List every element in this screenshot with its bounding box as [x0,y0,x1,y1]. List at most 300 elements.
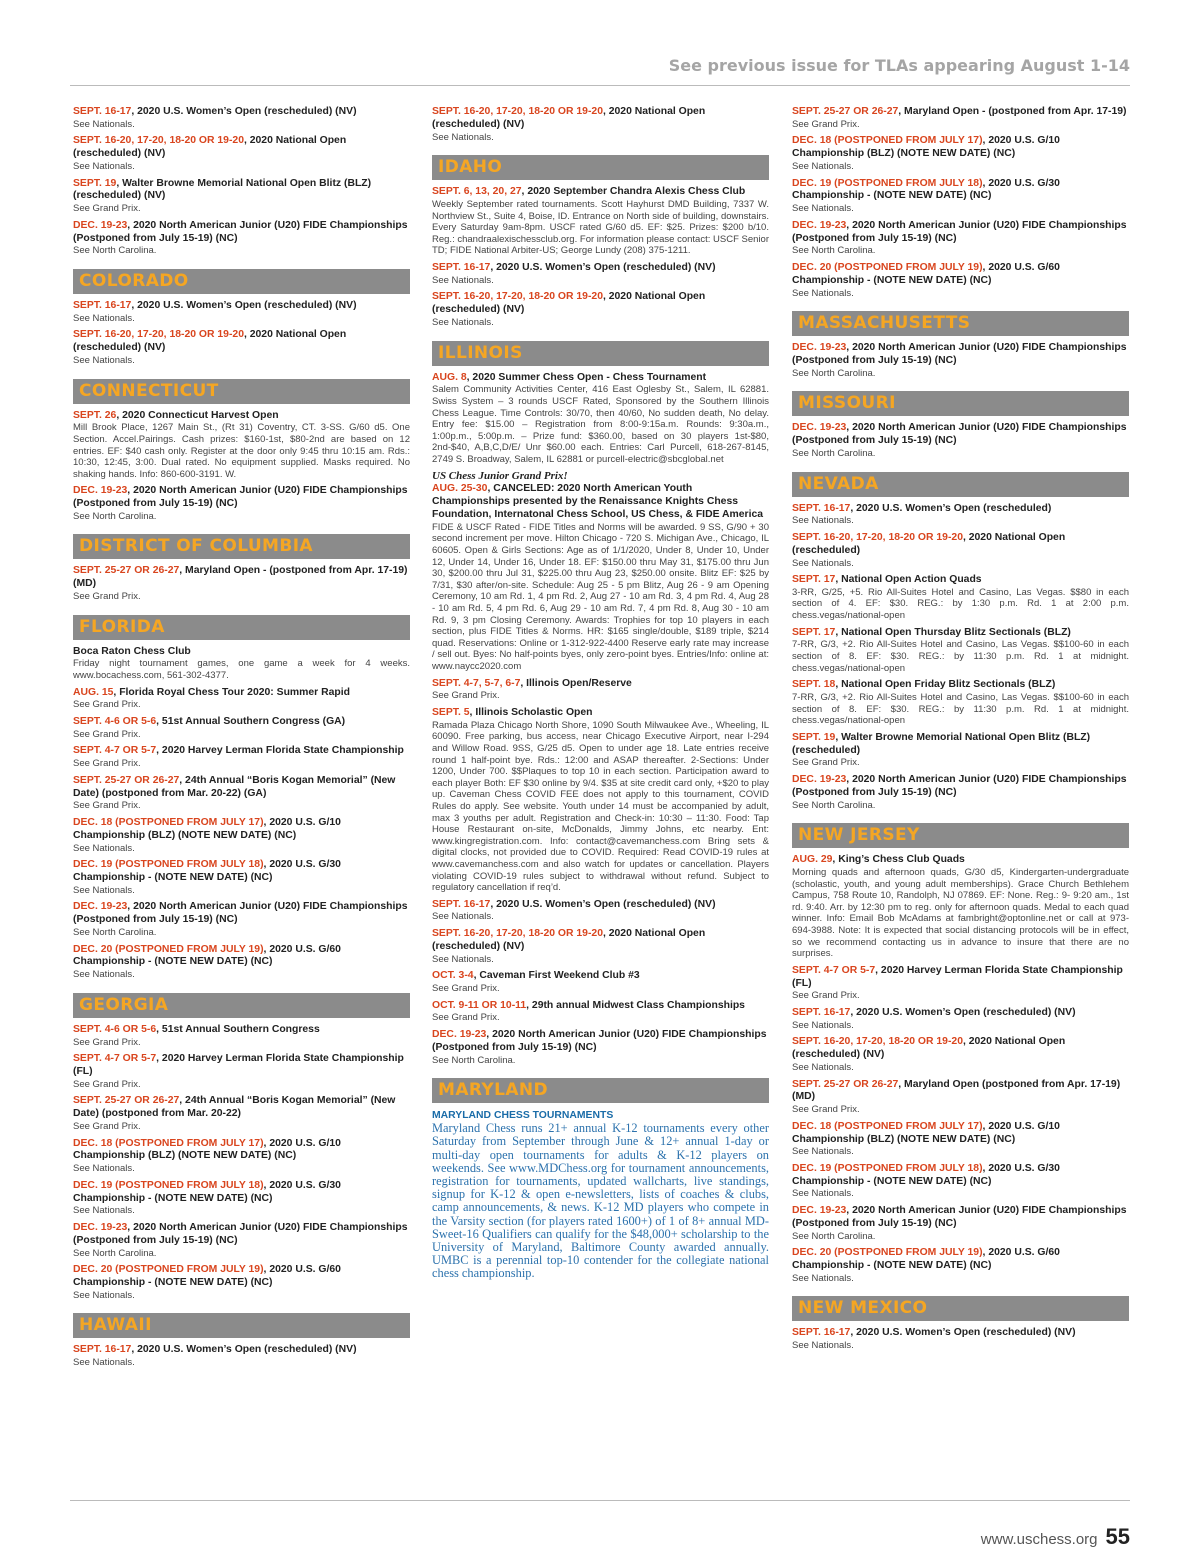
event-title [73,944,410,970]
event-listing [792,774,1129,811]
event-name: , 2020 U.S. Women’s Open (rescheduled) (NV) [850,1006,1076,1018]
event-title [73,485,410,511]
event-listing [792,627,1129,675]
event-name: , 2020 National Open (rescheduled) (NV) [73,329,347,354]
event-title [73,1138,410,1164]
event-date: AUG. 15 [73,686,114,698]
event-listing [432,928,769,965]
event-details: See Nationals. [73,354,135,366]
event-name: , 24th Annual “Boris Kogan Memorial” (New Date) (postponed from Mar. 20-22) (GA) [73,774,396,799]
event-listing [73,1024,410,1048]
event-name: , CANCELED: 2020 North American Youth Championships presented by the Renaissance Knights Chess Foundation, Internatonal Chess School, US Chess, & FIDE America [432,483,764,521]
event-name: , National Open Thursday Blitz Sectionals (BLZ) [835,626,1071,638]
event-details: See North Carolina. [73,926,157,938]
section-header: NEW JERSEY [792,823,1129,848]
event-date: DEC. 18 (POSTPONED FROM JULY 17) [792,1120,983,1132]
section-header: ILLINOIS [432,341,769,366]
event-title [73,1344,410,1357]
event-listing [432,483,769,672]
event-details: See Nationals. [73,1205,135,1217]
event-title [73,1180,410,1206]
event-name: , 2020 North American Junior (U20) FIDE Championships (Postponed from July 15-19) (NC) [792,422,1127,447]
event-name: , National Open Friday Blitz Sectionals (BLZ) [835,679,1056,691]
section-subheading: US Chess Junior Grand Prix! [432,470,568,483]
event-title [432,262,769,275]
event-name: , 2020 North American Junior (U20) FIDE Championships (Postponed from July 15-19) (NC) [73,485,408,510]
event-details: See Grand Prix. [73,758,141,770]
event-name: , 2020 U.S. G/30 Championship - (NOTE NEW DATE) (NC) [73,859,341,883]
event-title [73,817,410,843]
event-name: , Walter Browne Memorial National Open Blitz (BLZ) (rescheduled) (NV) [73,177,372,202]
header-note: See previous issue for TLAs appearing August 1-14 [668,56,1130,75]
event-listing [73,1180,410,1217]
event-details: See Nationals. [73,160,135,172]
event-date: SEPT. 25-27 OR 26-27 [73,1095,180,1107]
event-listing [792,679,1129,727]
event-date: DEC. 18 (POSTPONED FROM JULY 17) [73,817,264,829]
event-details: See North Carolina. [792,245,876,257]
event-name: , 2020 National Open (rescheduled) (NV) [432,106,706,130]
event-title [792,574,1129,587]
event-date: SEPT. 16-20, 17-20, 18-20 OR 19-20 [73,135,244,147]
section-header: GEORGIA [73,993,410,1018]
event-date: DEC. 20 (POSTPONED FROM JULY 19) [73,943,264,955]
event-title [792,1079,1129,1105]
event-listing [792,1163,1129,1200]
event-details: See Grand Prix. [73,699,141,711]
event-details: See North Carolina. [73,245,157,257]
event-details: See Grand Prix. [73,1078,141,1090]
event-title [432,899,769,912]
event-date: SEPT. 17 [792,574,836,586]
event-listing [432,1000,769,1024]
event-listing [792,854,1129,960]
event-date: SEPT. 4-7 OR 5-7 [73,1053,157,1065]
event-listing [73,1222,410,1259]
event-date: DEC. 19 (POSTPONED FROM JULY 18) [792,177,983,189]
event-name: , 2020 U.S. G/30 Championship - (NOTE NEW DATE) (NC) [792,177,1060,202]
event-listing [73,944,410,981]
section-header: COLORADO [73,269,410,294]
event-date: SEPT. 4-7 OR 5-7 [73,745,157,757]
event-name: , 2020 U.S. G/30 Championship - (NOTE NEW DATE) (NC) [73,1179,341,1204]
event-name: , 2020 U.S. G/10 Championship (BLZ) (NOTE NEW DATE) (NC) [73,1137,341,1162]
event-date: DEC. 20 (POSTPONED FROM JULY 19) [792,261,983,273]
event-details: See North Carolina. [432,1054,516,1066]
footer-url: www.uschess.org [980,1531,1098,1548]
event-date: SEPT. 4-7 OR 5-7 [792,964,876,976]
event-details: FIDE & USCF Rated - FIDE Titles and Norms will be awarded. 9 SS, G/90 + 30 second increment per move. Hilton Chicago - 720 S. Michigan Ave., Chicago, IL 60605. Open & Girls Sections: Age as of 1/1/2020, Under 8, Under 10, Under 12, Under 14, Under 16, Under 18. EF: $150.00 thru May 31, $175.00 thru Jun 30, $200.00 thru Jul 31, $225.00 thru Aug 23, $250.00 onsite. Blitz EF: $25 by 7/31, $30 after/on-site. Schedule: Aug 25 - 5 pm Blitz, Aug 26 - 9 am Opening Ceremony, 10 am Rd. 1, 4 pm Rd. 2, Aug 27 - 10 am Rd. 3, 4 pm Rd. 4, Aug 28 - 10 am Rd. 5, 4 pm Rd. 6, Aug 29 - 10 am Rd. 7, 4 pm Rd. 8, Aug 30 - 10 am Rd. 9, 3 pm Closing Ceremony. Awards: Trophies for top 10 players in each section, plus FIDE Titles & Norms. HR: $165 single/double, $189 triple, $214 quad. Reservations: Online or 1-312-922-4400 Reserve early rate may increase / sell out. Byes: No half-points byes, only zero-point byes. Entries/Info: online at: www.naycc2020.com [432,521,769,672]
event-title [792,732,1129,758]
event-title [792,1163,1129,1189]
event-title [73,1024,410,1037]
event-listing [73,485,410,522]
event-name: , 2020 U.S. G/30 Championship - (NOTE NEW DATE) (NC) [792,1162,1060,1187]
event-date: SEPT. 25-27 OR 26-27 [792,1078,899,1090]
event-listing [73,1095,410,1132]
event-listing [73,646,410,682]
event-listing [792,1205,1129,1242]
event-name: , Maryland Open (postponed from Apr. 17-19) (MD) [792,1078,1121,1103]
event-name: , Maryland Open - (postponed from Apr. 17-19) [898,106,1127,117]
event-name: , 2020 U.S. G/60 Championship - (NOTE NEW DATE) (NC) [792,261,1060,286]
section-header: NEVADA [792,472,1129,497]
event-name: , 2020 Harvey Lerman Florida State Championship (FL) [73,1053,404,1077]
event-details: See Grand Prix. [73,1120,141,1132]
event-details: See Nationals. [792,1146,854,1158]
header-divider [70,85,1130,86]
event-listing [792,422,1129,459]
event-details: See Grand Prix. [792,757,860,769]
event-date: SEPT. 25-27 OR 26-27 [73,774,180,786]
event-title [73,646,410,659]
event-date: SEPT. 16-20, 17-20, 18-20 OR 19-20 [432,106,603,117]
event-listing [792,135,1129,172]
event-date: SEPT. 16-17 [73,1344,132,1356]
event-listing [432,970,769,994]
event-name: , 2020 Harvey Lerman Florida State Championship (FL) [792,964,1123,989]
event-name: , 2020 North American Junior (U20) FIDE Championships (Postponed from July 15-19) (NC) [73,901,408,926]
event-date: DEC. 20 (POSTPONED FROM JULY 19) [73,1264,264,1276]
event-title [792,1007,1129,1020]
event-listing [792,262,1129,299]
event-listing [73,135,410,172]
event-title [792,1205,1129,1231]
event-listing [792,1007,1129,1031]
event-name: , 2020 National Open (rescheduled) [792,531,1066,556]
event-details: See Nationals. [73,1163,135,1175]
event-details: See Nationals. [432,911,494,923]
event-date: SEPT. 16-17 [792,1006,851,1018]
event-date: AUG. 25-30 [432,483,488,495]
event-details: Salem Community Activities Center, 416 East Oglesby St., Salem, IL 62881. Swiss System – 3 rounds USCF Rated, Sponsored by the Southern Illinois Chess League. Time Controls: 30/70, then 40/60, No sudden death, No delay. Entry fee: $15.00 – Registration from 8:00-9:15a.m. Rounds: 9:30a.m., 1:00p.m., 5:00p.m. – Prize fund: $360.00, based on 30 players 1st-$80, 2nd-$40, A,B,C,D/E/ Unr $60.00 each. Entries: Carl Purcell, 618-267-8145, 2749 S. Broadway, Salem, IL 62881 or purcell-electric@sbcglobal.net [432,384,769,465]
column-1 [73,106,410,1374]
section-header: MARYLAND [432,1078,769,1103]
event-details: See Nationals. [73,1289,135,1301]
event-name: , 2020 September Chandra Alexis Chess Club [521,186,746,198]
event-title [792,135,1129,161]
event-name: , 51st Annual Southern Congress [156,1023,320,1035]
event-name: , 2020 National Open (rescheduled) (NV) [432,928,706,952]
event-date: AUG. 8 [432,371,467,383]
event-date: DEC. 19-23 [792,422,847,434]
event-details: See North Carolina. [73,1247,157,1259]
event-name: , 2020 National Open (rescheduled) (NV) [432,291,706,316]
event-title [432,483,769,521]
event-details: See Grand Prix. [73,203,141,215]
event-details: See Grand Prix. [792,1104,860,1116]
event-name: , Illinois Open/Reserve [520,677,632,689]
event-title [792,1247,1129,1273]
event-name: , 2020 U.S. Women’s Open (rescheduled) (NV) [131,299,357,311]
event-title [792,679,1129,692]
event-date: SEPT. 4-6 OR 5-6 [73,716,157,728]
event-listing [73,901,410,938]
event-listing [73,329,410,366]
event-details: 7-RR, G/3, +2. Rio All-Suites Hotel and Casino, Las Vegas. $$100-60 in each section of 8. EF: $30. REG.: by 11:30 p.m. Rd. 1 at midnight. chess.vegas/national-open [792,639,1129,674]
event-details: See Grand Prix. [792,118,860,130]
event-details: See Nationals. [792,203,854,215]
event-listing [73,1138,410,1175]
event-listing [792,1327,1129,1351]
event-title [73,135,410,161]
event-listing [432,262,769,286]
event-date: DEC. 19 (POSTPONED FROM JULY 18) [73,1179,264,1191]
event-listing [73,1344,410,1368]
event-title [73,410,410,423]
event-details: Mill Brook Place, 1267 Main St., (Rt 31) Coventry, CT. 3-SS. G/60 d5. One Section. Accel.Pairings. Cash prizes: $160-1st, $80-2nd are based on 12 entries. EF: $40 cash only. Register at the door only 9:45 thru 10:15 am. Rds.: 10:30, 12:45, 3:00. Dual rated. No equipment supplied. Masks required. No shaking hands. Info: 860-600-3191. W. [73,422,410,480]
event-listing [73,716,410,740]
event-name: , 2020 North American Junior (U20) FIDE Championships (Postponed from July 15-19) (NC) [73,1221,408,1246]
section-header: MASSACHUSETTS [792,311,1129,336]
event-name: , 2020 U.S. Women’s Open (rescheduled) (NV) [131,1344,357,1356]
event-details: See Nationals. [432,316,494,328]
event-details: See Nationals. [432,274,494,286]
event-details: See Nationals. [73,969,135,981]
section-header: MISSOURI [792,391,1129,416]
event-name: , 51st Annual Southern Congress (GA) [156,716,346,728]
event-listing [432,678,769,702]
event-details: 7-RR, G/3, +2. Rio All-Suites Hotel and Casino, Las Vegas. $$100-60 in each section of 8. EF: $30. REG.: by 11:30 p.m. Rd. 1 at midnight. chess.vegas/national-open [792,692,1129,727]
event-name: , 2020 Harvey Lerman Florida State Championship [156,745,404,757]
event-title [792,178,1129,204]
event-date: SEPT. 18 [792,679,836,691]
event-details: 3-RR, G/25, +5. Rio All-Suites Hotel and Casino, Las Vegas. $$80 in each section of 4. EF: $30. REG.: by 1:30 p.m. Rd. 1 at 2:00 p.m. chess.vegas/national-open [792,586,1129,622]
event-listing [432,707,769,894]
event-title [73,1053,410,1079]
event-listing [792,1121,1129,1158]
event-details: See Nationals. [792,557,854,569]
event-date: SEPT. 19 [792,731,836,743]
event-date: SEPT. 25-27 OR 26-27 [792,106,899,117]
event-name: , 24th Annual “Boris Kogan Memorial” (New Date) (postponed from Mar. 20-22) [73,1095,396,1120]
event-name: , 2020 North American Junior (U20) FIDE Championships (Postponed from July 15-19) (NC) [792,219,1127,244]
event-name: , 2020 U.S. Women’s Open (rescheduled) (NV) [850,1327,1076,1339]
event-date: SEPT. 19 [73,177,117,189]
event-name: , 2020 Connecticut Harvest Open [116,409,279,421]
event-title [792,342,1129,368]
event-name: , Caveman First Weekend Club #3 [473,970,640,982]
event-date: DEC. 20 (POSTPONED FROM JULY 19) [792,1247,983,1259]
event-date: DEC. 19-23 [792,342,847,354]
event-name: , 2020 North American Junior (U20) FIDE Championships (Postponed from July 15-19) (NC) [432,1029,767,1053]
event-details: Morning quads and afternoon quads, G/30 d5, Kindergarten-undergraduate (scholastic, youth, and young adult memberships). Grace Church Bethlehem Campus, 758 Route 10, Randolph, NJ 07869. EF: None. Reg.: 9- 9:20 am., 1st rd. 9:40. Arr. by 12:30 pm to reg. only for afternoon quads. Medal to each quad winner. Info: Email Bob McAdams at fambright@optonline.net or call at 973-694-3988. Note: It is expected that social distancing protocols will be in effect, so we recommend contacting us in advance to insure that there are no surprises. [792,867,1129,960]
event-name: , Maryland Open - (postponed from Apr. 17-19) (MD) [73,565,408,590]
maryland-body: Maryland Chess runs 21+ annual K-12 tournaments every other Saturday from September through June & 12+ annual 1-day or multi-day open tournaments for adults & K-12 players on weekends. See www.MDChess.org for tournament announcements, registration for tournaments, updated wallcharts, live standings, signup for K-12 & open e-newsletters, lists of coaches & clubs, camp announcements, & news. K-12 MD players who compete in the Varsity section (for players rated 1600+) of 1 of 8+ annual MD-Sweet-16 Qualifiers can qualify for the $48,000+ scholarship to the University of Maryland, Baltimore County awarded annually. UMBC is a perennial top-10 contender for the collegiate national chess championship. [432,1121,769,1281]
event-name: , 2020 North American Junior (U20) FIDE Championships (Postponed from July 15-19) (NC) [792,1205,1127,1229]
event-date: SEPT. 6, 13, 20, 27 [432,186,522,198]
event-date: DEC. 19-23 [73,901,128,913]
event-name: , 2020 U.S. G/60 Championship - (NOTE NEW DATE) (NC) [73,1264,341,1288]
event-listing [792,106,1129,130]
event-name: , 2020 National Open (rescheduled) (NV) [73,135,347,160]
event-date: SEPT. 16-20, 17-20, 18-20 OR 19-20 [792,531,963,543]
event-date: OCT. 9-11 OR 10-11 [432,999,527,1011]
event-listing [73,745,410,769]
event-date: DEC. 19-23 [792,1205,847,1217]
event-date: DEC. 19-23 [73,219,128,231]
section-header: CONNECTICUT [73,379,410,404]
event-date: DEC. 19 (POSTPONED FROM JULY 18) [73,859,264,871]
event-title [73,716,410,729]
event-date: DEC. 19-23 [73,485,128,497]
event-name: , 29th annual Midwest Class Championships [526,999,745,1011]
event-listing [73,817,410,854]
event-title [792,627,1129,640]
event-details: See North Carolina. [792,447,876,459]
event-title [792,262,1129,288]
event-date: SEPT. 4-7, 5-7, 6-7 [432,677,521,689]
event-listing [792,1079,1129,1116]
event-details: See Grand Prix. [792,990,860,1002]
event-date: DEC. 19-23 [792,774,847,786]
event-details: See Nationals. [792,515,854,527]
section-header: IDAHO [432,155,769,180]
event-title [73,220,410,246]
event-listing [792,1036,1129,1073]
event-title [432,372,769,385]
event-details: See North Carolina. [792,1230,876,1242]
event-name: , 2020 North American Junior (U20) FIDE Championships (Postponed from July 15-19) (NC) [792,342,1127,366]
event-listing [792,1247,1129,1284]
event-details: See Grand Prix. [73,591,141,603]
event-details: See Nationals. [792,287,854,299]
footer-divider [70,1500,1130,1501]
event-details: See Nationals. [73,884,135,896]
event-name: , 2020 U.S. G/60 Championship - (NOTE NEW DATE) (NC) [792,1247,1060,1272]
event-date: AUG. 29 [792,854,833,866]
event-title [792,854,1129,867]
event-date: SEPT. 17 [792,626,836,638]
event-title [432,970,769,983]
event-title [73,1264,410,1290]
event-date: DEC. 18 (POSTPONED FROM JULY 17) [73,1137,264,1149]
event-listing [792,965,1129,1002]
event-name: , King’s Chess Club Quads [832,854,965,866]
event-title [73,859,410,885]
event-listing [73,178,410,215]
event-details: Ramada Plaza Chicago North Shore, 1090 South Milwaukee Ave., Wheeling, IL 60090. Free parking, bus access, near Chicago Executive Airport, near I-294 and Willow Road. 9SS, G/25 d5. Open to under age 18. Late entries receive round 1 half-point bye. Rds.: 12:00 and ASAP thereafter. 2-Sections: Under 1200, Under 700. $$Plaques to top 10 in each section. Participation award to each player Both: EF $30 online by 9/4. $35 at site credit card only, +$20 to play up. Caveman Chess COVID FEE does not apply to this tournament, COVID Rules do apply. See website. Youth under 14 must be accompanied by adult, max 3 youths per adult. Registration and Check-in: 10:30 – 11:30. Food: Tap House Restaurant on-site, McDonalds, Jimmy Johns, etc nearby. Ent: www.kingregistration.com. Info: contact@cavemanchess.com Bring sets & digital clocks, not provided due to COVID. Required: Read COVID-19 rules at www.cavemanchess.com and also watch for updates or cancellation. Players violating COVID-19 rules subject to withdrawal without refund. Subject to regulatory cancellation if req’d. [432,719,769,894]
event-details: See Grand Prix. [432,690,500,702]
event-listing [73,687,410,711]
event-title [73,565,410,591]
event-title [792,220,1129,246]
event-name: , 2020 Summer Chess Open - Chess Tournament [466,371,707,383]
section-header: DISTRICT OF COLUMBIA [73,534,410,559]
event-details: See Nationals. [792,1340,854,1352]
event-name: , Florida Royal Chess Tour 2020: Summer Rapid [113,686,350,698]
event-details: See Nationals. [792,1188,854,1200]
event-listing [792,220,1129,257]
event-name: , 2020 U.S. G/10 Championship (BLZ) (NOTE NEW DATE) (NC) [792,1120,1060,1145]
event-details: Friday night tournament games, one game a week for 4 weeks. www.bocachess.com, 561-302-4377. [73,658,410,682]
event-date: SEPT. 16-17 [73,299,132,311]
event-date: SEPT. 5 [432,706,470,718]
event-date: SEPT. 4-6 OR 5-6 [73,1023,157,1035]
event-listing [73,220,410,257]
event-title [73,1095,410,1121]
event-details: See Nationals. [73,1357,135,1369]
event-listing [792,503,1129,527]
column-2 [432,106,769,1281]
event-listing [73,859,410,896]
event-title [792,532,1129,558]
event-details: See Grand Prix. [432,983,500,995]
event-listing [73,300,410,324]
event-name: , Walter Browne Memorial National Open Blitz (BLZ) (rescheduled) [792,731,1091,756]
event-name: , 2020 U.S. Women’s Open (rescheduled) [850,502,1052,514]
event-details: See North Carolina. [73,510,157,522]
event-title [432,1029,769,1055]
event-date: SEPT. 25-27 OR 26-27 [73,565,180,577]
event-name: , 2020 U.S. Women’s Open (rescheduled) (NV) [490,898,716,910]
event-title [73,775,410,801]
event-listing [432,899,769,923]
event-date: OCT. 3-4 [432,970,474,982]
event-details: Weekly September rated tournaments. Scott Hayhurst DMD Building, 7337 W. Northview St., Suite 4, Boise, ID. Entrance on North side of building, downstairs. Every Saturday 9am-8pm. USCF rated G/60 d5. EF: $25. Prizes: $200 b/10. Reg.: chandraalexischessclub.org. For information please contact: USCF Senior TD; FIDE National Arbiter-US; George Lundy (208) 375-1211. [432,198,769,257]
event-date: SEPT. 16-20, 17-20, 18-20 OR 19-20 [73,329,244,341]
event-title [73,901,410,927]
event-title [432,678,769,691]
event-name: , 2020 North American Junior (U20) FIDE Championships (Postponed from July 15-19) (NC) [792,774,1127,798]
event-listing [792,342,1129,379]
event-name: , 2020 U.S. Women’s Open (rescheduled) (NV) [490,261,716,273]
event-details: See Grand Prix. [73,728,141,740]
event-details: See Nationals. [432,131,494,143]
event-details: See North Carolina. [792,367,876,379]
section-header: FLORIDA [73,615,410,640]
event-title [432,928,769,954]
event-details: See Nationals. [73,842,135,854]
event-date: DEC. 19-23 [432,1029,487,1041]
event-name: , 2020 National Open (rescheduled) (NV) [792,1036,1066,1061]
event-listing [73,775,410,812]
event-name: Boca Raton Chess Club [73,645,191,657]
event-title [792,503,1129,516]
event-date: SEPT. 16-20, 17-20, 18-20 OR 19-20 [432,928,603,940]
event-details: See Grand Prix. [73,1036,141,1048]
event-title [792,1327,1129,1340]
section-header: HAWAII [73,1313,410,1338]
event-date: DEC. 19-23 [73,1221,128,1233]
event-name: , Illinois Scholastic Open [469,706,593,718]
event-title [432,1000,769,1013]
page-number: 55 [1105,1524,1130,1549]
event-details: See Nationals. [792,1272,854,1284]
event-title [73,178,410,204]
event-details: See Nationals. [792,160,854,172]
event-title [73,687,410,700]
event-title [73,300,410,313]
event-listing [432,372,769,466]
event-details: See Nationals. [432,953,494,965]
event-title [432,186,769,199]
event-listing [432,106,769,143]
event-title [73,1222,410,1248]
event-listing [73,1053,410,1090]
event-name: , 2020 U.S. G/10 Championship (BLZ) (NOTE NEW DATE) (NC) [73,817,341,841]
event-title [432,707,769,720]
event-details: See Nationals. [73,118,135,130]
event-date: SEPT. 16-17 [792,1327,851,1339]
event-title [432,106,769,132]
event-details: See Grand Prix. [432,1012,500,1024]
event-listing [73,1264,410,1301]
event-listing [792,732,1129,769]
event-title [792,774,1129,800]
event-details: See Nationals. [792,1019,854,1031]
event-title [792,1036,1129,1062]
